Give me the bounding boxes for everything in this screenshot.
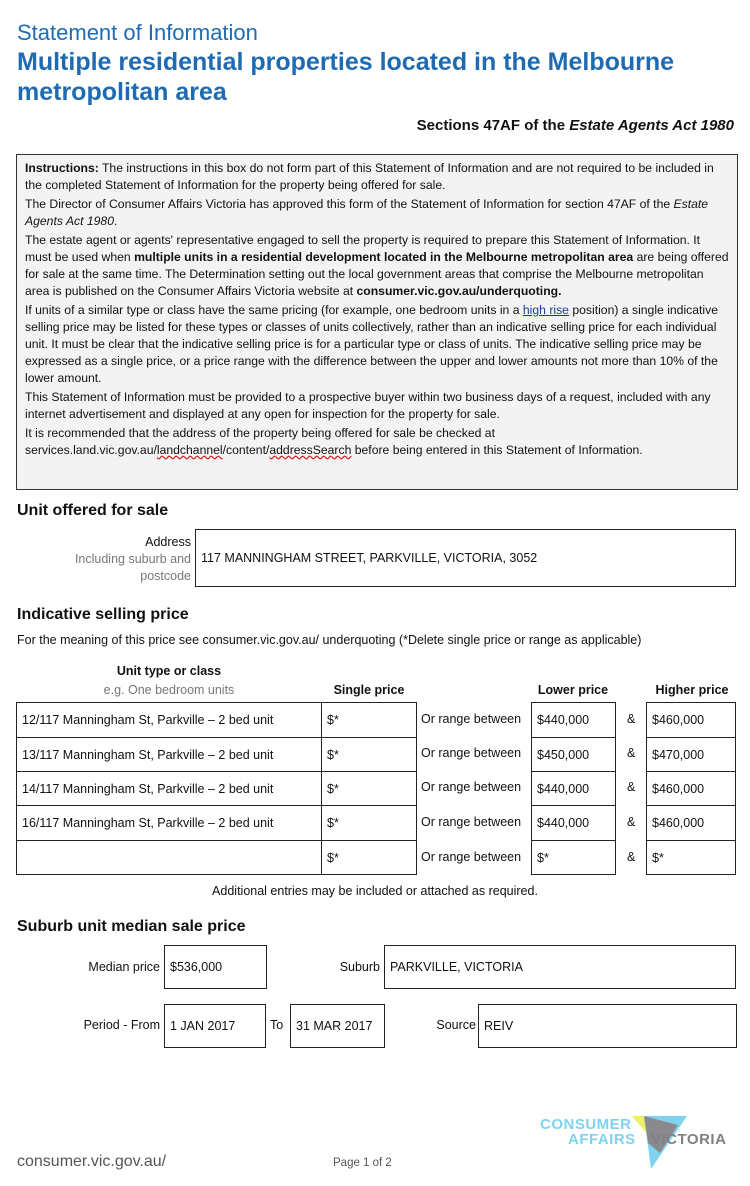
ampersand: & xyxy=(627,712,636,726)
range-label: Or range between xyxy=(421,850,522,864)
col-unit-example: e.g. One bedroom units xyxy=(103,683,235,697)
range-label: Or range between xyxy=(421,780,522,794)
lower-price-cell[interactable]: $* xyxy=(531,840,616,875)
page-number: Page 1 of 2 xyxy=(333,1157,392,1169)
higher-price-cell[interactable]: $* xyxy=(646,840,736,875)
unit-cell[interactable]: 13/117 Manningham St, Parkville – 2 bed unit xyxy=(16,737,322,772)
single-price-cell[interactable]: $* xyxy=(321,805,417,841)
col-unit-header: Unit type or class xyxy=(116,664,222,678)
period-from-field[interactable]: 1 JAN 2017 xyxy=(164,1004,266,1048)
range-label: Or range between xyxy=(421,815,522,829)
lower-price-cell[interactable]: $440,000 xyxy=(531,805,616,841)
ampersand: & xyxy=(627,746,636,760)
range-label: Or range between xyxy=(421,712,522,726)
single-price-cell[interactable]: $* xyxy=(321,702,417,738)
additional-entries-note: Additional entries may be included or attached as required. xyxy=(212,884,538,898)
col-higher-header: Higher price xyxy=(655,683,729,697)
indicative-heading: Indicative selling price xyxy=(17,606,189,623)
doc-subtitle: Statement of Information xyxy=(17,20,258,45)
higher-price-cell[interactable]: $460,000 xyxy=(646,771,736,806)
median-price-label: Median price xyxy=(88,960,160,974)
source-label: Source xyxy=(436,1018,476,1032)
underquoting-link[interactable]: consumer.vic.gov.au/underquoting. xyxy=(356,284,562,298)
address-field[interactable]: 117 MANNINGHAM STREET, PARKVILLE, VICTORIA, 3052 xyxy=(195,529,736,587)
lower-price-cell[interactable]: $440,000 xyxy=(531,702,616,738)
footer-url[interactable]: consumer.vic.gov.au/ xyxy=(17,1153,167,1170)
unit-cell[interactable]: 12/117 Manningham St, Parkville – 2 bed unit xyxy=(16,702,322,738)
higher-price-cell[interactable]: $470,000 xyxy=(646,737,736,772)
col-lower-header: Lower price xyxy=(537,683,609,697)
ampersand: & xyxy=(627,780,636,794)
indicative-note: For the meaning of this price see consumer.vic.gov.au/ underquoting (*Delete single price or range as applicable) xyxy=(17,633,642,647)
unit-cell[interactable] xyxy=(16,840,322,875)
unit-offered-heading: Unit offered for sale xyxy=(17,502,169,519)
median-price-field[interactable]: $536,000 xyxy=(164,945,267,989)
instructions-box: Instructions: The instructions in this box do not form part of this Statement of Information and are not required to be included in the completed Statement of Information for the property being offered for sale. The Director of Consumer Affairs Victoria has approved this form of the Statement of Information for section 47AF of the Estate Agents Act 1980. The estate agent or agents' representative engaged to sell the property is required to prepare this Statement of Information. It must be used when multiple units in a residential development located in the Melbourne metropolitan area are being offered for sale at the same time. The Determination setting out the local government areas that comprise the Melbourne metropolitan area is published on the Consumer Affairs Victoria website at consumer.vic.gov.au/underquoting. If units of a similar type or class have the same pricing (for example, one bedroom units in a high rise position) a single indicative selling price may be listed for these types or classes of units collectively, rather than an indicative selling price for each individual unit. It must be clear that the indicative selling price is for a particular type or class of units. The indicative selling price may be expressed as a single price, or a price range with the difference between the upper and lower amounts not more than 10% of the lower amount. This Statement of Information must be provided to a prospective buyer within two business days of a request, included with any internet advertisement and displayed at any open for inspection for the property for sale. It is recommended that the address of the property being offered for sale be checked at services.land.vic.gov.au/landchannel/content/addressSearch before being entered in this Statement of Information. xyxy=(16,154,738,490)
single-price-cell[interactable]: $* xyxy=(321,737,417,772)
suburb-label: Suburb xyxy=(339,960,380,974)
period-from-label: Period - From xyxy=(83,1018,160,1032)
doc-title: Multiple residential properties located in the Melbourne metropolitan area xyxy=(17,48,675,106)
unit-cell[interactable]: 14/117 Manningham St, Parkville – 2 bed unit xyxy=(16,771,322,806)
range-label: Or range between xyxy=(421,746,522,760)
single-price-cell[interactable]: $* xyxy=(321,771,417,806)
higher-price-cell[interactable]: $460,000 xyxy=(646,805,736,841)
ampersand: & xyxy=(627,815,636,829)
lower-price-cell[interactable]: $440,000 xyxy=(531,771,616,806)
sections-reference: Sections 47AF of the Estate Agents Act 1980 xyxy=(416,117,734,134)
address-label: Address Including suburb and postcode xyxy=(74,535,191,583)
unit-cell[interactable]: 16/117 Manningham St, Parkville – 2 bed unit xyxy=(16,805,322,841)
single-price-cell[interactable]: $* xyxy=(321,840,417,875)
source-field[interactable]: REIV xyxy=(478,1004,737,1048)
suburb-field[interactable]: PARKVILLE, VICTORIA xyxy=(384,945,736,989)
period-to-label: To xyxy=(270,1018,284,1032)
higher-price-cell[interactable]: $460,000 xyxy=(646,702,736,738)
period-to-field[interactable]: 31 MAR 2017 xyxy=(290,1004,385,1048)
median-heading: Suburb unit median sale price xyxy=(17,918,246,935)
ampersand: & xyxy=(627,850,636,864)
consumer-affairs-victoria-logo: CONSUMER AFFAIRS VICTORIA xyxy=(538,1113,738,1173)
col-single-header: Single price xyxy=(333,683,405,697)
lower-price-cell[interactable]: $450,000 xyxy=(531,737,616,772)
